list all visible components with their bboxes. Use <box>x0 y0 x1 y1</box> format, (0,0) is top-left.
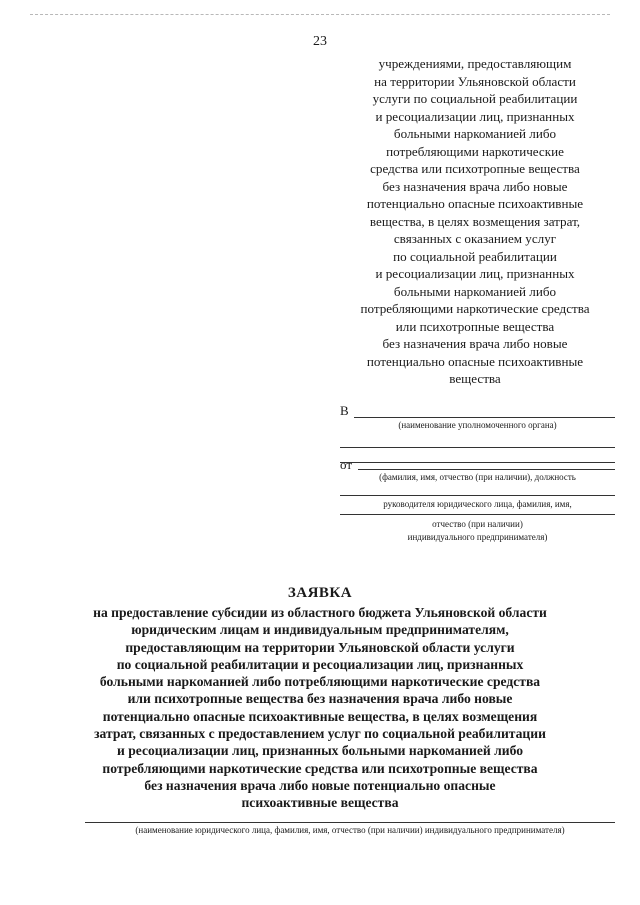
sender-caption-4: индивидуального предпринимателя) <box>407 532 548 542</box>
addressee-line: потребляющими наркотические средства <box>360 301 590 316</box>
addressee-line: или психотропные вещества <box>395 318 555 334</box>
subtitle-line: на предоставление субсидии из областного бюджета Ульяновской области <box>93 605 547 620</box>
sender-field[interactable] <box>358 455 615 470</box>
sender-caption-1: (фамилия, имя, отчество (при наличии), должность <box>379 472 576 482</box>
recipient-caption: (наименование уполномоченного органа) <box>398 420 557 430</box>
addressee-line: на территории Ульяновской области <box>374 73 576 89</box>
scan-top-border <box>30 14 610 15</box>
sender-field-line-2[interactable] <box>340 483 615 496</box>
recipient-field[interactable] <box>354 403 615 418</box>
addressee-line: услуги по социальной реабилитации <box>372 91 578 106</box>
subtitle-line: предоставляющим на территории Ульяновской области услуги <box>125 639 515 655</box>
addressee-line: потенциально опасные психоактивные <box>366 353 584 369</box>
sender-section <box>340 455 615 543</box>
sender-prefix: от <box>340 457 353 472</box>
recipient-field-line-2[interactable] <box>340 433 615 448</box>
addressee-line: и ресоциализации лиц, признанных <box>375 266 575 281</box>
recipient-prefix: В <box>340 403 349 418</box>
subtitle-line: без назначения врача либо новые потенциально опасные <box>144 777 496 793</box>
applicant-name-field[interactable] <box>85 822 615 823</box>
subtitle-line: затрат, связанных с предоставлением услуг по социальной реабилитации <box>94 726 546 742</box>
addressee-line: учреждениями, предоставляющим <box>378 56 572 71</box>
page-number: 23 <box>313 34 327 49</box>
addressee-line: больными наркоманией либо <box>393 283 557 299</box>
sender-field-line-3[interactable] <box>340 510 615 515</box>
recipient-section <box>340 403 615 463</box>
addressee-line: без назначения врача либо новые <box>382 336 568 351</box>
subtitle-line: или психотропные вещества без назначения врача либо новые <box>127 691 513 707</box>
addressee-line: средства или психотропные вещества <box>370 161 580 176</box>
sender-caption-2: руководителя юридического лица, фамилия, имя, <box>383 499 572 509</box>
addressee-line: без назначения врача либо новые <box>382 178 568 194</box>
subtitle-line: юридическим лицам и индивидуальным предпринимателям, <box>131 622 509 638</box>
sender-caption-3: отчество (при наличии) <box>432 519 523 529</box>
subtitle-line: потенциально опасные психоактивные вещества, в целях возмещения <box>102 708 538 724</box>
addressee-line: и ресоциализации лиц, признанных <box>375 108 575 124</box>
subtitle-line: потребляющими наркотические средства или психотропные вещества <box>102 760 538 776</box>
applicant-name-caption: (наименование юридического лица, фамилия, имя, отчество (при наличии) индивидуального предпринимателя) <box>135 825 565 835</box>
addressee-line: вещества <box>449 371 501 386</box>
addressee-line: вещества, в целях возмещения затрат, <box>369 213 581 229</box>
document-title: ЗАЯВКА <box>287 585 353 601</box>
addressee-line: потребляющими наркотические <box>386 143 564 159</box>
subtitle-line: по социальной реабилитации и ресоциализации лиц, признанных <box>116 656 524 672</box>
addressee-block <box>330 55 620 388</box>
subtitle-line: и ресоциализации лиц, признанных больными наркоманией либо <box>116 743 524 759</box>
addressee-line: больными наркоманией либо <box>393 126 557 141</box>
document-subtitle <box>40 604 600 812</box>
addressee-line: потенциально опасные психоактивные <box>366 196 584 211</box>
addressee-line: по социальной реабилитации <box>393 248 557 264</box>
addressee-line: связанных с оказанием услуг <box>393 231 557 246</box>
subtitle-line: больными наркоманией либо потребляющими наркотические средства <box>99 674 541 690</box>
subtitle-line: психоактивные вещества <box>241 795 399 811</box>
